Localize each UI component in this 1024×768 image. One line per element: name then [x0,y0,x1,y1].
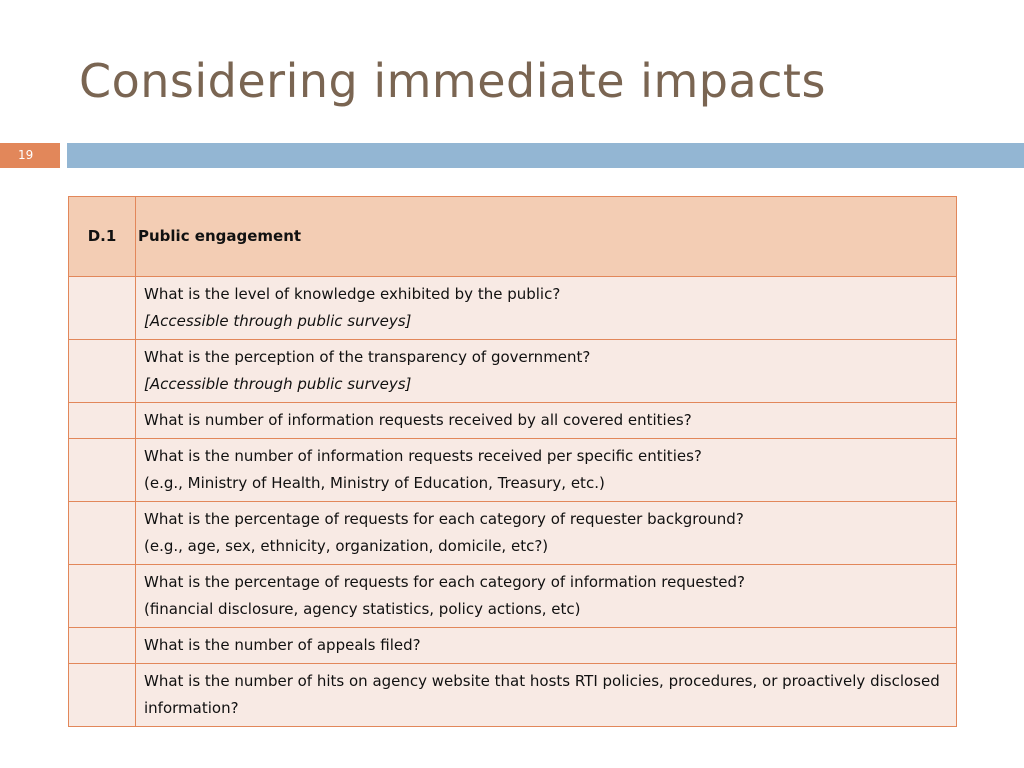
question-text: What is the number of appeals filed? [144,636,421,654]
table-row [69,565,957,628]
question-note: (e.g., Ministry of Health, Ministry of Education, Treasury, etc.) [144,474,605,492]
question-cell [136,439,957,502]
accent-bar [67,143,1024,168]
question-note: (financial disclosure, agency statistics, policy actions, etc) [144,600,581,618]
question-text: What is the level of knowledge exhibited by the public? [144,285,561,303]
table-row [69,403,957,439]
slide-title: Considering immediate impacts [79,54,826,108]
question-text: What is the percentage of requests for each category of information requested? [144,573,745,591]
section-code: D.1 [69,197,136,277]
row-code-cell [69,340,136,403]
question-text: What is the number of hits on agency website that hosts RTI policies, procedures, or proactively disclosed information? [144,672,940,717]
row-code-cell [69,403,136,439]
question-text: What is the percentage of requests for each category of requester background? [144,510,744,528]
question-cell [136,403,957,439]
question-text: What is the number of information requests received per specific entities? [144,447,702,465]
row-code-cell [69,277,136,340]
impacts-table [68,196,957,727]
question-cell [136,664,957,727]
question-text: What is the perception of the transparency of government? [144,348,591,366]
table-header-row [69,197,957,277]
question-note: [Accessible through public surveys] [144,312,412,330]
row-code-cell [69,628,136,664]
table-row [69,502,957,565]
impacts-table-container [68,196,956,727]
question-text: What is number of information requests received by all covered entities? [144,411,692,429]
table-row [69,340,957,403]
table-row [69,439,957,502]
question-cell [136,340,957,403]
question-cell [136,277,957,340]
question-note: [Accessible through public surveys] [144,375,412,393]
table-row [69,628,957,664]
page-number-badge [0,143,60,168]
page-number: 19 [18,148,34,162]
table-row [69,277,957,340]
question-cell [136,565,957,628]
row-code-cell [69,664,136,727]
section-heading: Public engagement [136,197,957,277]
question-note: (e.g., age, sex, ethnicity, organization, domicile, etc?) [144,537,549,555]
row-code-cell [69,565,136,628]
row-code-cell [69,439,136,502]
question-cell [136,502,957,565]
question-cell [136,628,957,664]
table-row [69,664,957,727]
row-code-cell [69,502,136,565]
